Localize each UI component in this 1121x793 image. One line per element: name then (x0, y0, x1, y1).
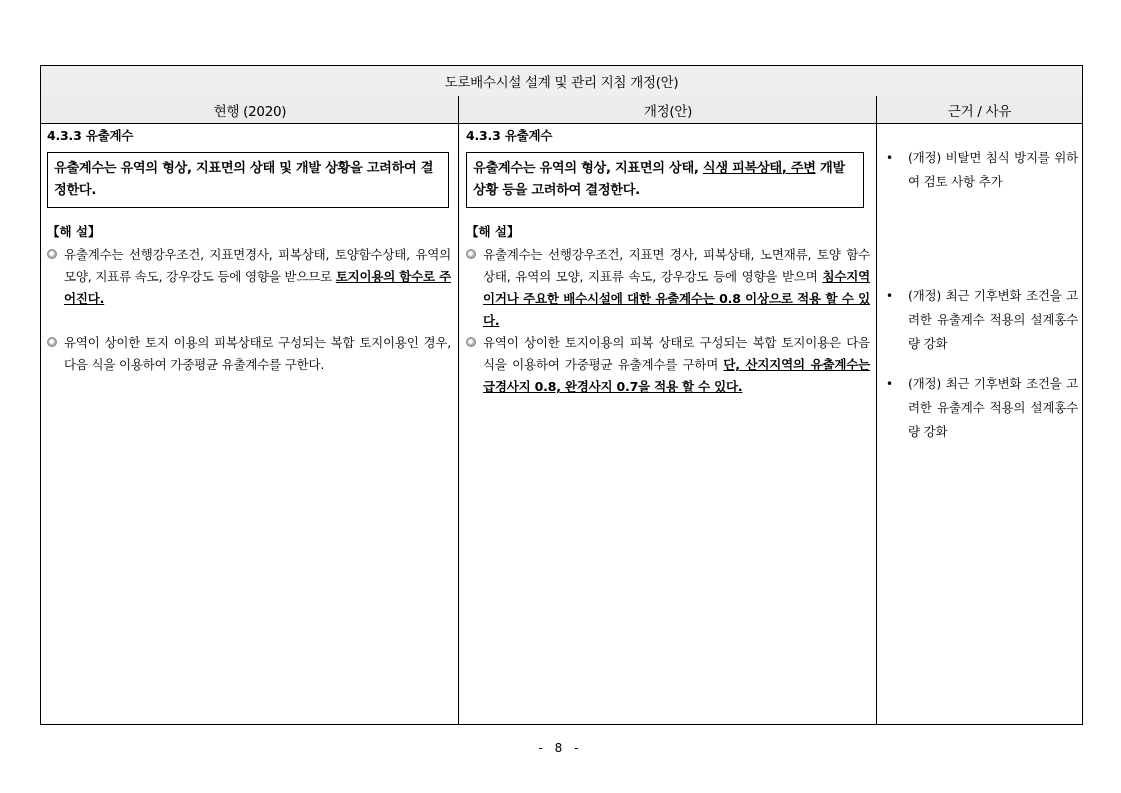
reason-text: (개정) 비탈면 침식 방지를 위하여 검토 사항 추가 (908, 150, 1078, 189)
circle-bullet-icon (47, 337, 57, 347)
reason-column (878, 124, 1082, 724)
explanation-item (47, 332, 451, 376)
column-divider (876, 96, 877, 724)
item-text: 유출계수는 선행강우조건, 지표면경사, 피복상태, 토양함수상태, 유역의 모양, 지표류 속도, 강우강도 등에 영향을 받으므로 (64, 247, 451, 284)
underlined-text: 침수지역이거나 주요한 배수시설에 대한 유출계수는 0.8 이상으로 적용 할 수 있다. (483, 269, 870, 328)
guideline-underlined: , 주변 (781, 161, 816, 176)
bullet-dot-icon: • (886, 289, 893, 303)
underlined-text: 단, 산지지역의 유출계수는 급경사지 0.8, 완경사지 0.7을 적용 할 수 있다. (483, 357, 870, 394)
item-text: 유역이 상이한 토지 이용의 피복상태로 구성되는 복합 토지이용인 경우, 다음 식을 이용하여 가중평균 유출계수를 구한다. (64, 335, 451, 372)
guideline-box (466, 152, 864, 208)
explanation-label: 【해 설】 (466, 224, 520, 239)
page-number: - 8 - (538, 741, 583, 755)
circle-bullet-icon (466, 249, 476, 259)
guideline-box (47, 152, 449, 208)
header-revised: 개정(안) (643, 103, 693, 120)
reason-item (886, 146, 1078, 194)
item-text: 유역이 상이한 토지이용의 피복 상태로 구성되는 복합 토지이용은 다음 식을 이용하여 가중평균 유출계수를 구하며 (483, 335, 870, 372)
guideline-text: 개발 상황 등을 고려하여 결정한다. (473, 161, 845, 198)
section-heading: 4.3.3 유출계수 (47, 128, 134, 143)
explanation-item (47, 244, 451, 310)
explanation-item (466, 332, 870, 398)
item-text: 유출계수는 선행강우조건, 지표면 경사, 피복상태, 노면재류, 토양 함수 상태, 유역의 모양, 지표류 속도, 강우강도 등에 영향을 받으며 (483, 247, 870, 284)
bullet-dot-icon: • (886, 377, 893, 391)
reason-text: (개정) 최근 기후변화 조건을 고려한 유출계수 적용의 설계홍수량 강화 (908, 376, 1078, 439)
circle-bullet-icon (466, 337, 476, 347)
revised-column (460, 124, 876, 724)
reason-item (886, 372, 1078, 444)
current-column (41, 124, 459, 724)
section-heading: 4.3.3 유출계수 (466, 128, 553, 143)
underlined-text: 토지이용의 함수로 주어진다. (64, 269, 451, 306)
reason-item (886, 284, 1078, 356)
reason-text: (개정) 최근 기후변화 조건을 고려한 유출계수 적용의 설계홍수량 강화 (908, 288, 1078, 351)
header-current: 현행 (2020) (213, 103, 287, 120)
circle-bullet-icon (47, 249, 57, 259)
explanation-label: 【해 설】 (47, 224, 101, 239)
explanation-item (466, 244, 870, 332)
guideline-underlined: 식생 피복상태 (702, 161, 782, 176)
document-title: 도로배수시설 설계 및 관리 지침 개정(안) (41, 66, 1082, 97)
guideline-text: 유출계수는 유역의 형상, 지표면의 상태, (473, 161, 703, 176)
header-reason: 근거 / 사유 (947, 103, 1012, 120)
bullet-dot-icon: • (886, 151, 893, 165)
guideline-text: 유출계수는 유역의 형상, 지표면의 상태 및 개발 상황을 고려하여 결정한다. (54, 161, 434, 198)
column-header-row (41, 96, 1082, 124)
revision-table (40, 65, 1083, 725)
